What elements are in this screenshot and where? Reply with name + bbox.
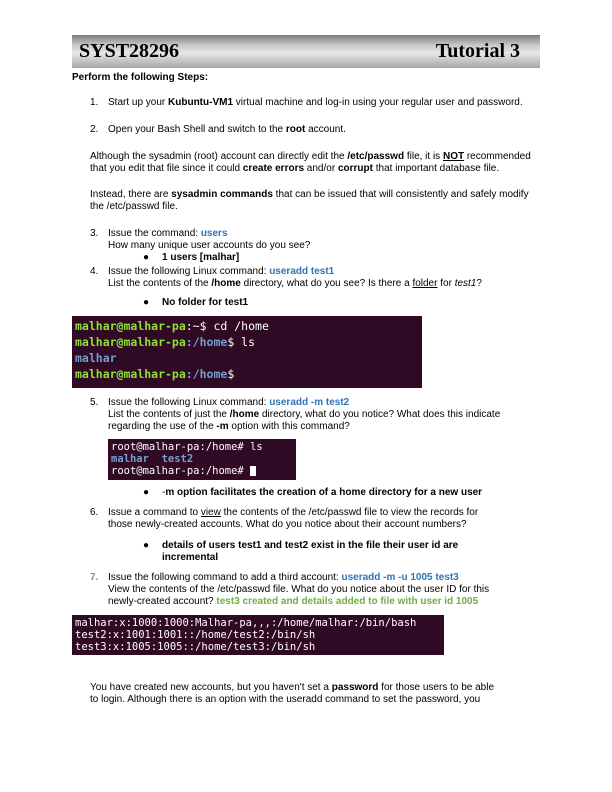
terminal-line: malhar@malhar-pa:/home$ ls bbox=[75, 335, 256, 349]
tutorial-title: Tutorial 3 bbox=[435, 40, 520, 62]
step-5-question-line-1: List the contents of just the /home directory, what do you notice? What does this indicate bbox=[108, 409, 501, 420]
step-4-question: List the contents of the /home directory, what do you see? Is there a folder for test1? bbox=[108, 278, 482, 289]
step-6-number: 6. bbox=[90, 507, 99, 518]
terminal-line: root@malhar-pa:/home# ls bbox=[111, 441, 263, 453]
step-3-text: Issue the command: users bbox=[108, 228, 228, 239]
paragraph-1-line-2: that you edit that file since it could create errors and/or corrupt that important database file. bbox=[90, 163, 500, 174]
paragraph-3-line-2: to login. Although there is an option with the useradd command to set the password, you bbox=[90, 694, 481, 705]
step-1-text: Start up your Kubuntu-VM1 virtual machine and log-in using your regular user and password. bbox=[108, 97, 523, 108]
step-4-answer: No folder for test1 bbox=[162, 297, 249, 308]
step-5-text: Issue the following Linux command: useradd -m test2 bbox=[108, 397, 350, 408]
step-6-answer-line-1: details of users test1 and test2 exist in the file their user id are bbox=[162, 540, 459, 551]
course-code: SYST28296 bbox=[79, 40, 180, 62]
step-3-question: How many unique user accounts do you see? bbox=[108, 240, 311, 251]
step-5-number: 5. bbox=[90, 397, 99, 408]
terminal-screenshot-useradd-m bbox=[108, 439, 296, 480]
step-5-question-line-2: regarding the use of the -m option with this command? bbox=[108, 421, 350, 432]
step-3-number: 3. bbox=[90, 228, 99, 239]
bullet-icon: ● bbox=[143, 487, 150, 498]
terminal-line: malhar test2 bbox=[111, 453, 194, 465]
terminal-screenshot-passwd bbox=[72, 615, 444, 655]
terminal-line: malhar:x:1000:1000:Malhar-pa,,,:/home/malhar:/bin/bash bbox=[75, 617, 417, 629]
terminal-line: root@malhar-pa:/home# bbox=[111, 465, 256, 477]
step-4-text: Issue the following Linux command: useradd test1 bbox=[108, 266, 335, 277]
step-7-text: Issue the following command to add a third account: useradd -m -u 1005 test3 bbox=[108, 572, 459, 583]
terminal-screenshot-home-ls bbox=[72, 316, 422, 388]
document-header bbox=[72, 35, 540, 68]
step-2-text: Open your Bash Shell and switch to the root account. bbox=[108, 124, 346, 135]
paragraph-2-line-1: Instead, there are sysadmin commands that can be issued that will consistently and safely modify bbox=[90, 189, 529, 200]
step-7-question-line-2: newly-created account? test3 created and details added to file with user id 1005 bbox=[108, 596, 479, 607]
terminal-line: malhar@malhar-pa:~$ cd /home bbox=[75, 319, 269, 333]
paragraph-2-line-2: the /etc/passwd file. bbox=[90, 201, 178, 212]
intro-heading: Perform the following Steps: bbox=[72, 72, 209, 83]
step-6-text: Issue a command to view the contents of the /etc/passwd file to view the records for bbox=[108, 507, 479, 518]
step-5-answer: -m option facilitates the creation of a home directory for a new user bbox=[162, 487, 483, 498]
step-1-number: 1. bbox=[90, 97, 99, 108]
bullet-icon: ● bbox=[143, 540, 150, 551]
cursor-icon bbox=[250, 466, 256, 476]
step-6-question: those newly-created accounts. What do you notice about their account numbers? bbox=[108, 519, 467, 530]
terminal-line: test2:x:1001:1001::/home/test2:/bin/sh bbox=[75, 629, 316, 641]
terminal-line: test3:x:1005:1005::/home/test3:/bin/sh bbox=[75, 641, 316, 653]
step-3-answer: 1 users [malhar] bbox=[162, 252, 240, 263]
bullet-icon: ● bbox=[143, 252, 150, 263]
bullet-icon: ● bbox=[143, 297, 150, 308]
step-2-number: 2. bbox=[90, 124, 99, 135]
step-7-question-line-1: View the contents of the /etc/passwd file. What do you notice about the user ID for this bbox=[108, 584, 490, 595]
terminal-line: malhar@malhar-pa:/home$ bbox=[75, 367, 235, 381]
paragraph-1-line-1: Although the sysadmin (root) account can directly edit the /etc/passwd file, it is NOT recommended bbox=[90, 151, 531, 162]
paragraph-3-line-1: You have created new accounts, but you haven't set a password for those users to be able bbox=[90, 682, 495, 693]
step-7-number: 7. bbox=[90, 572, 99, 583]
step-4-number: 4. bbox=[90, 266, 99, 277]
terminal-line: malhar bbox=[75, 351, 117, 365]
step-6-answer-line-2: incremental bbox=[162, 552, 219, 563]
